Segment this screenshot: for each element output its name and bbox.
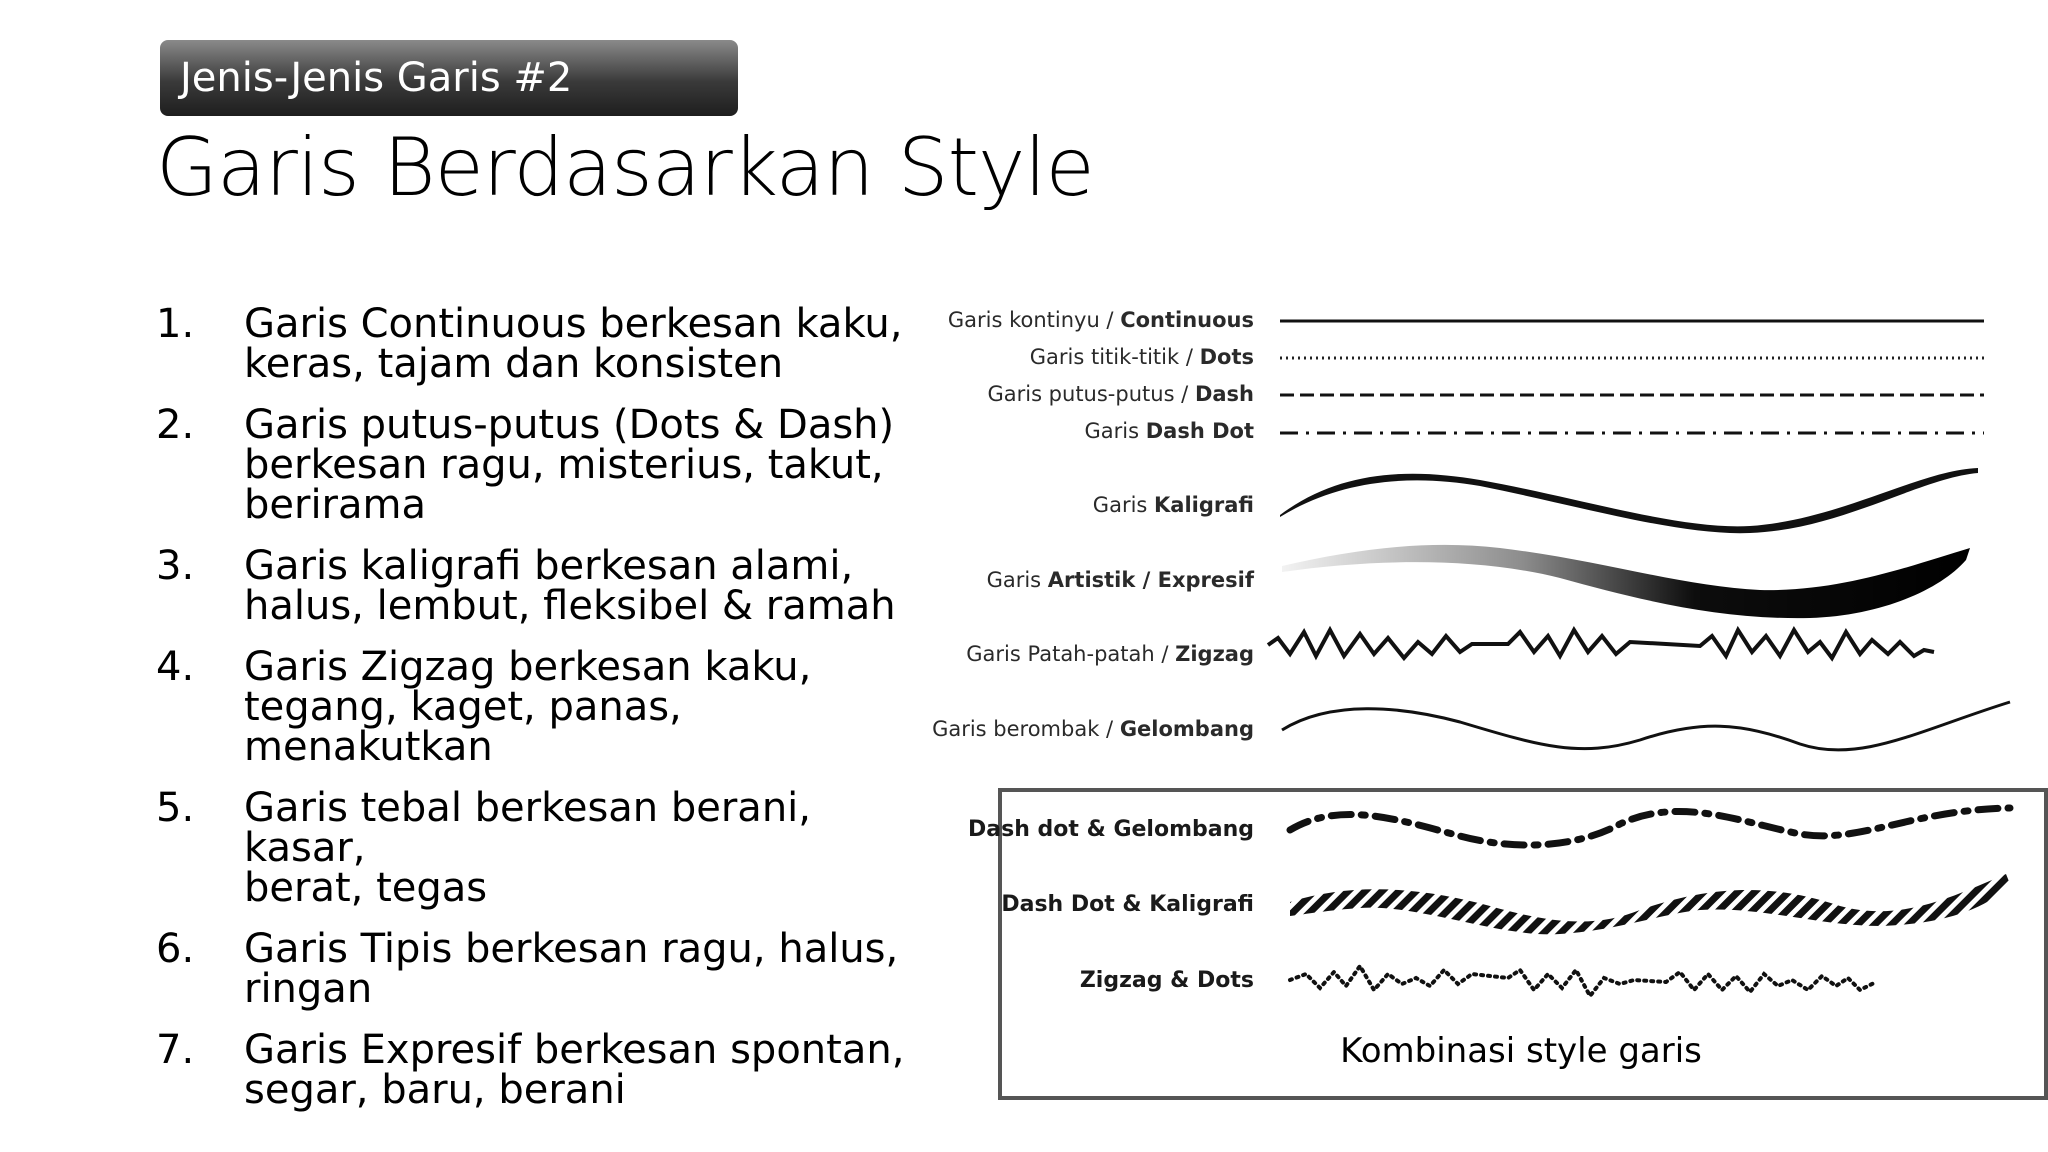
combo-label-dash-dot-gelombang: Dash dot & Gelombang xyxy=(968,817,1254,842)
combo-label-dash-dot-kaligrafi: Dash Dot & Kaligrafi xyxy=(1001,892,1254,917)
kaligrafi-line xyxy=(1280,468,1978,533)
list-number: 4. xyxy=(156,644,195,690)
list-item xyxy=(156,543,936,629)
line-style-figure xyxy=(932,290,2048,1120)
list-text-line: berirama xyxy=(244,482,426,528)
list-text-line: Garis Tipis berkesan ragu, halus, xyxy=(244,926,899,972)
style-label-zigzag: Garis Patah-patah / Zigzag xyxy=(966,642,1254,666)
slide-title: Garis Berdasarkan Style xyxy=(156,121,1094,214)
list-text-line: tegang, kaget, panas, menakutkan xyxy=(244,684,682,770)
list-number: 1. xyxy=(156,301,195,347)
zigzag-dots-line xyxy=(1290,966,1876,996)
list-number: 5. xyxy=(156,785,195,831)
list-text-line: ringan xyxy=(244,966,373,1012)
list-item xyxy=(156,926,936,1012)
list-text-line: keras, tajam dan konsisten xyxy=(244,341,784,387)
list-text-line: berkesan ragu, misterius, takut, xyxy=(244,442,884,488)
combo-label-zigzag-dots: Zigzag & Dots xyxy=(1079,968,1254,993)
style-label-dash: Garis putus-putus / Dash xyxy=(987,382,1254,406)
gelombang-line xyxy=(1282,702,2010,750)
artistik-line xyxy=(1282,545,1970,618)
list-text-line: segar, baru, berani xyxy=(244,1067,626,1113)
characteristics-list xyxy=(156,301,936,1131)
list-text-line: Garis tebal berkesan berani, kasar, xyxy=(244,785,811,871)
style-label-artistik: Garis Artistik / Expresif xyxy=(986,568,1254,592)
list-item xyxy=(156,644,936,770)
list-text-line: Garis Zigzag berkesan kaku, xyxy=(244,644,812,690)
list-number: 2. xyxy=(156,402,195,448)
zigzag-line xyxy=(1268,630,1934,658)
list-item xyxy=(156,301,936,387)
list-text-line: Garis Continuous berkesan kaku, xyxy=(244,301,903,347)
style-label-continuous: Garis kontinyu / Continuous xyxy=(947,308,1254,332)
list-text-line: Garis putus-putus (Dots & Dash) xyxy=(244,402,895,448)
list-text-line: Garis kaligrafi berkesan alami, xyxy=(244,543,854,589)
list-item xyxy=(156,402,936,528)
list-number: 3. xyxy=(156,543,195,589)
list-item xyxy=(156,785,936,911)
list-text-line: berat, tegas xyxy=(244,865,488,911)
list-text-line: halus, lembut, fleksibel & ramah xyxy=(244,583,896,629)
style-label-kaligrafi: Garis Kaligrafi xyxy=(1092,493,1254,517)
style-label-dots: Garis titik-titik / Dots xyxy=(1029,345,1254,369)
dash-dot-kaligrafi-line xyxy=(1290,874,2010,934)
list-number: 7. xyxy=(156,1027,195,1073)
list-number: 6. xyxy=(156,926,195,972)
list-item xyxy=(156,1027,936,1113)
dash-dot-gelombang-line xyxy=(1290,808,2010,845)
style-label-gelombang: Garis berombak / Gelombang xyxy=(932,717,1254,741)
style-label-dash-dot: Garis Dash Dot xyxy=(1084,419,1254,443)
combination-caption: Kombinasi style garis xyxy=(1340,1031,1702,1071)
section-tag: Jenis-Jenis Garis #2 xyxy=(160,40,738,116)
list-text-line: Garis Expresif berkesan spontan, xyxy=(244,1027,905,1073)
